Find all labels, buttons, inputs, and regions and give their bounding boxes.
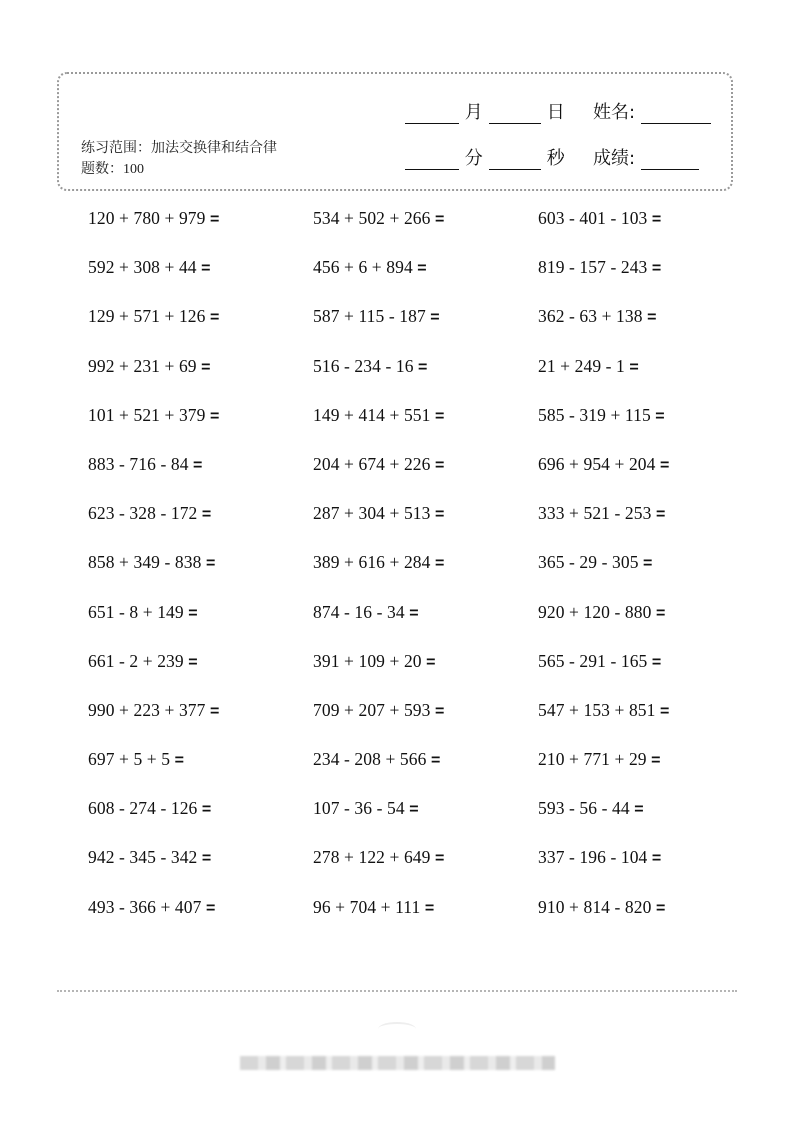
month-blank[interactable]	[405, 105, 459, 124]
problem-expression: 287 + 304 + 513	[313, 503, 431, 524]
minute-label: 分	[464, 148, 483, 169]
equals-sign: =	[209, 702, 220, 720]
problem-expression: 120 + 780 + 979	[88, 208, 206, 228]
problem-item	[88, 503, 211, 524]
equals-sign: =	[205, 899, 216, 917]
problem-expression: 456 + 6 + 894	[313, 257, 413, 278]
problem-item	[313, 503, 444, 524]
problem-item	[538, 405, 665, 426]
equals-sign: =	[205, 555, 216, 573]
problem-item	[313, 552, 444, 573]
problem-expression: 204 + 674 + 226	[313, 453, 431, 474]
problem-item	[313, 651, 436, 672]
problem-item	[88, 897, 215, 918]
problem-expression: 333 + 521 - 253	[538, 503, 652, 524]
problem-item	[88, 257, 211, 278]
problem-row	[88, 208, 728, 257]
problem-row	[88, 700, 728, 749]
problem-row	[88, 454, 728, 503]
problem-item	[88, 602, 198, 623]
problem-expression: 623 - 328 - 172	[88, 503, 198, 524]
problem-expression: 362 - 63 + 138	[538, 306, 643, 327]
problem-expression: 516 - 234 - 16	[313, 355, 414, 376]
footer-divider	[57, 990, 737, 992]
problem-expression: 210 + 771 + 29	[538, 749, 647, 770]
problem-item	[313, 356, 428, 377]
problem-item	[313, 847, 444, 868]
problem-item	[538, 602, 665, 623]
problem-item	[538, 749, 661, 770]
equals-sign: =	[655, 604, 666, 622]
problem-expression: 278 + 122 + 649	[313, 847, 431, 868]
problem-expression: 149 + 414 + 551	[313, 404, 431, 425]
problem-item	[313, 405, 444, 426]
problem-expression: 592 + 308 + 44	[88, 257, 197, 278]
problem-expression: 992 + 231 + 69	[88, 355, 197, 376]
problem-row	[88, 847, 728, 896]
equals-sign: =	[651, 653, 662, 671]
equals-sign: =	[201, 850, 212, 868]
minute-blank[interactable]	[405, 151, 459, 170]
range-label: 练习范围：加法交换律和结合律	[81, 140, 277, 156]
problem-item	[538, 847, 661, 868]
problem-item	[313, 897, 434, 918]
worksheet-info	[81, 138, 311, 180]
problem-item	[313, 454, 444, 475]
equals-sign: =	[193, 456, 203, 474]
second-blank[interactable]	[489, 151, 541, 170]
equals-sign: =	[651, 260, 662, 278]
problem-expression: 942 - 345 - 342	[88, 847, 198, 868]
equals-sign: =	[430, 309, 440, 327]
equals-sign: =	[629, 358, 639, 376]
problem-expression: 21 + 249 - 1	[538, 355, 625, 376]
problem-row	[88, 552, 728, 601]
problem-expression: 107 - 36 - 54	[313, 798, 405, 819]
equals-sign: =	[201, 801, 212, 819]
equals-sign: =	[655, 506, 666, 524]
problem-expression: 874 - 16 - 34	[313, 601, 405, 622]
equals-sign: =	[651, 752, 661, 770]
equals-sign: =	[434, 407, 445, 425]
blurred-logo	[378, 1022, 416, 1036]
problem-expression: 819 - 157 - 243	[538, 257, 648, 278]
date-name-row	[405, 98, 725, 144]
problem-item	[538, 651, 661, 672]
equals-sign: =	[655, 899, 666, 917]
equals-sign: =	[201, 260, 211, 278]
equals-sign: =	[188, 653, 198, 671]
problem-item	[313, 257, 427, 278]
equals-sign: =	[209, 407, 220, 425]
equals-sign: =	[209, 309, 220, 327]
problem-item	[538, 306, 657, 327]
equals-sign: =	[201, 358, 211, 376]
day-label: 日	[546, 102, 565, 123]
score-label: 成绩:	[593, 148, 636, 169]
problem-item	[313, 602, 419, 623]
problem-expression: 697 + 5 + 5	[88, 749, 171, 770]
equals-sign: =	[659, 702, 670, 720]
equals-sign: =	[434, 850, 445, 868]
problem-item	[313, 306, 440, 327]
score-blank[interactable]	[641, 151, 699, 170]
header-box	[57, 72, 733, 191]
problem-expression: 587 + 115 - 187	[313, 306, 426, 327]
problem-row	[88, 257, 728, 306]
problem-expression: 129 + 571 + 126	[88, 306, 206, 327]
problem-item	[313, 700, 444, 721]
equals-sign: =	[418, 358, 428, 376]
blurred-footer-text	[240, 1056, 555, 1070]
problem-expression: 709 + 207 + 593	[313, 699, 431, 720]
problem-item	[88, 306, 219, 327]
equals-sign: =	[201, 506, 212, 524]
problem-expression: 389 + 616 + 284	[313, 552, 431, 573]
problem-item	[538, 700, 669, 721]
problem-expression: 651 - 8 + 149	[88, 601, 184, 622]
problem-expression: 547 + 153 + 851	[538, 699, 656, 720]
problem-item	[538, 798, 644, 819]
name-blank[interactable]	[641, 105, 711, 124]
count-label: 题数：	[81, 161, 123, 177]
problem-item	[88, 651, 198, 672]
problem-item	[313, 749, 440, 770]
problem-row	[88, 356, 728, 405]
problem-item	[88, 208, 219, 229]
problem-item	[538, 552, 653, 573]
problem-item	[88, 847, 211, 868]
count-value: 100	[123, 162, 144, 177]
problem-item	[88, 798, 211, 819]
problem-item	[538, 897, 665, 918]
problem-expression: 593 - 56 - 44	[538, 798, 630, 819]
problem-expression: 534 + 502 + 266	[313, 208, 431, 228]
equals-sign: =	[647, 309, 657, 327]
equals-sign: =	[417, 260, 427, 278]
equals-sign: =	[651, 211, 662, 228]
problem-row	[88, 602, 728, 651]
problem-row	[88, 306, 728, 355]
problem-item	[538, 503, 665, 524]
day-blank[interactable]	[489, 105, 541, 124]
name-label: 姓名:	[593, 102, 636, 123]
problem-row	[88, 749, 728, 798]
problem-expression: 234 - 208 + 566	[313, 749, 427, 770]
equals-sign: =	[434, 506, 445, 524]
problem-item	[538, 208, 661, 229]
equals-sign: =	[659, 456, 670, 474]
problem-row	[88, 897, 728, 946]
equals-sign: =	[651, 850, 662, 868]
problem-expression: 101 + 521 + 379	[88, 404, 206, 425]
equals-sign: =	[426, 653, 436, 671]
problem-expression: 608 - 274 - 126	[88, 798, 198, 819]
problem-expression: 585 - 319 + 115	[538, 404, 651, 425]
problem-item	[313, 798, 419, 819]
problem-item	[88, 700, 219, 721]
equals-sign: =	[434, 211, 445, 228]
equals-sign: =	[424, 899, 435, 917]
equals-sign: =	[409, 801, 419, 819]
problem-expression: 920 + 120 - 880	[538, 601, 652, 622]
problem-item	[538, 356, 639, 377]
problem-item	[538, 257, 661, 278]
problem-item	[88, 749, 184, 770]
problem-expression: 990 + 223 + 377	[88, 699, 206, 720]
problem-expression: 365 - 29 - 305	[538, 552, 639, 573]
problem-row	[88, 798, 728, 847]
problem-expression: 603 - 401 - 103	[538, 208, 648, 228]
problem-row	[88, 651, 728, 700]
problem-expression: 96 + 704 + 111	[313, 896, 421, 917]
problem-expression: 565 - 291 - 165	[538, 650, 648, 671]
problem-item	[538, 454, 669, 475]
problem-item	[88, 552, 215, 573]
problem-item	[88, 356, 211, 377]
equals-sign: =	[434, 555, 445, 573]
problem-expression: 910 + 814 - 820	[538, 896, 652, 917]
second-label: 秒	[546, 148, 565, 169]
problem-expression: 696 + 954 + 204	[538, 453, 656, 474]
equals-sign: =	[409, 604, 419, 622]
time-score-row	[405, 144, 725, 190]
problem-item	[313, 208, 444, 229]
problem-row	[88, 405, 728, 454]
month-label: 月	[464, 102, 483, 123]
problem-expression: 337 - 196 - 104	[538, 847, 648, 868]
problem-expression: 493 - 366 + 407	[88, 896, 202, 917]
problem-expression: 883 - 716 - 84	[88, 453, 189, 474]
equals-sign: =	[174, 752, 185, 770]
problem-item	[88, 405, 219, 426]
equals-sign: =	[430, 752, 441, 770]
problem-row	[88, 503, 728, 552]
equals-sign: =	[434, 456, 445, 474]
problem-expression: 858 + 349 - 838	[88, 552, 202, 573]
problem-expression: 391 + 109 + 20	[313, 650, 422, 671]
fill-in-fields	[405, 98, 725, 190]
equals-sign: =	[634, 801, 644, 819]
problem-item	[88, 454, 203, 475]
equals-sign: =	[643, 555, 653, 573]
equals-sign: =	[655, 407, 665, 425]
problem-grid	[88, 208, 728, 946]
problem-expression: 661 - 2 + 239	[88, 650, 184, 671]
equals-sign: =	[434, 702, 445, 720]
equals-sign: =	[209, 211, 220, 228]
equals-sign: =	[188, 604, 198, 622]
